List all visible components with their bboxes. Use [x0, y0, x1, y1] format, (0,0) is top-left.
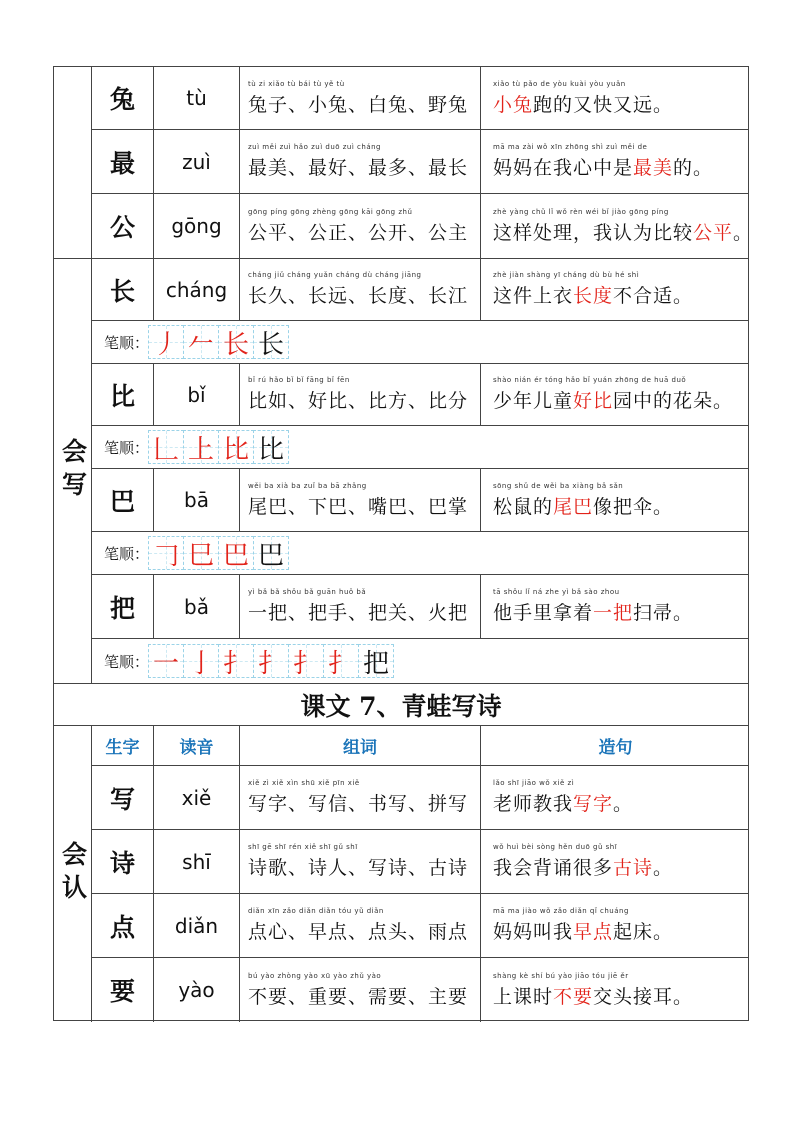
words-cell	[240, 130, 481, 193]
sentence-post: 像把伞。	[593, 495, 674, 518]
sentence-cell	[481, 575, 750, 638]
sentence-cell	[481, 830, 750, 893]
sentence-cell	[481, 894, 750, 957]
words-pinyin: yì bǎ bǎ shǒu bǎ guān huǒ bǎ	[248, 588, 367, 596]
sentence-pinyin: zhè yàng chǔ lǐ wǒ rèn wéi bǐ jiào gōng píng	[493, 207, 669, 216]
words-pinyin: shī gē shī rén xiě shī gǔ shī	[248, 843, 358, 851]
sentence-text	[493, 982, 693, 1009]
category-read	[54, 726, 92, 1022]
stroke-step-glyph: 长	[223, 329, 250, 360]
stroke-step-glyph: 丿	[153, 329, 180, 360]
sentence-pinyin: lǎo shī jiāo wǒ xiě zì	[493, 779, 575, 787]
reading-cell: tù	[154, 67, 240, 129]
reading-cell: gōng	[154, 194, 240, 258]
sentence-cell	[481, 259, 750, 320]
words-cell	[240, 259, 481, 320]
stroke-step	[183, 430, 219, 464]
stroke-step-glyph: 扌	[328, 648, 355, 679]
sentence-highlight: 小兔	[493, 93, 534, 116]
stroke-order-label: 笔顺：	[104, 333, 150, 352]
sentence-pinyin: mā ma zài wǒ xīn zhōng shì zuì měi de	[493, 143, 648, 151]
words-cell	[240, 766, 481, 829]
char-row	[92, 766, 748, 830]
sentence-cell	[481, 766, 750, 829]
char-row	[92, 469, 748, 532]
stroke-step-glyph: 巴	[223, 540, 250, 571]
words-cell	[240, 894, 481, 957]
sentence-highlight: 早点	[573, 921, 614, 943]
reading-cell: diǎn	[154, 894, 240, 957]
stroke-step	[218, 430, 254, 464]
reading-cell: shī	[154, 830, 240, 893]
stroke-order-row	[92, 532, 748, 575]
sentence-text	[493, 789, 633, 816]
stroke-step	[183, 325, 219, 359]
sentence-post: 。	[733, 221, 754, 244]
words-pinyin: bǐ rú hǎo bǐ bǐ fāng bǐ fēn	[248, 376, 350, 384]
stroke-step	[218, 644, 254, 678]
words-cell	[240, 958, 481, 1022]
sentence-pre: 他手里拿着	[493, 602, 594, 624]
stroke-step	[253, 536, 289, 570]
char-cell: 要	[92, 958, 154, 1022]
stroke-step-glyph: 𠃊	[153, 434, 180, 465]
char-cell: 公	[92, 194, 154, 258]
category-write	[54, 259, 92, 684]
char-cell: 诗	[92, 830, 154, 893]
words-text: 尾巴、下巴、嘴巴、巴掌	[248, 495, 469, 518]
words-text: 兔子、小兔、白兔、野兔	[248, 93, 469, 116]
sentence-pre: 少年儿童	[493, 390, 574, 412]
sentence-pinyin: sōng shǔ de wěi ba xiàng bǎ sǎn	[493, 481, 624, 490]
sentence-post: 跑的又快又远。	[533, 93, 674, 116]
sentence-cell	[481, 958, 750, 1022]
words-pinyin: tù zi xiǎo tù bái tù yě tù	[248, 79, 345, 88]
words-text: 长久、长远、长度、长江	[248, 285, 469, 307]
char-row	[92, 830, 748, 894]
sentence-post: 起床。	[613, 921, 674, 943]
sentence-cell	[481, 130, 750, 193]
sentence-cell	[481, 364, 750, 425]
stroke-step-glyph: 比	[223, 434, 250, 465]
sentence-text	[493, 598, 693, 625]
stroke-step-glyph: 一	[153, 648, 180, 679]
words-cell	[240, 67, 481, 129]
stroke-step	[183, 644, 219, 678]
stroke-step	[148, 644, 184, 678]
sentence-highlight: 公平	[693, 221, 734, 244]
words-cell	[240, 830, 481, 893]
sentence-pinyin: shào nián ér tóng hǎo bǐ yuán zhōng de huā duǒ	[493, 376, 687, 384]
words-pinyin: bú yào zhòng yào xū yào zhǔ yào	[248, 971, 382, 980]
char-row	[92, 894, 748, 958]
words-pinyin: diǎn xīn zǎo diǎn diǎn tóu yǔ diǎn	[248, 907, 384, 915]
stroke-step-glyph: 长	[258, 329, 285, 360]
stroke-order-label: 笔顺：	[104, 438, 150, 457]
sentence-highlight: 最美	[633, 157, 674, 179]
char-cell: 长	[92, 259, 154, 320]
words-cell	[240, 469, 481, 531]
category-write-label: 会写	[58, 438, 88, 504]
char-cell: 点	[92, 894, 154, 957]
char-row	[92, 259, 748, 321]
sentence-text	[493, 853, 673, 880]
sentence-highlight: 好比	[573, 390, 614, 412]
stroke-order-label: 笔顺：	[104, 544, 150, 563]
stroke-step	[148, 430, 184, 464]
sentence-text	[493, 218, 753, 245]
stroke-step-glyph: 巳	[188, 540, 215, 571]
words-pinyin: cháng jiǔ cháng yuǎn cháng dù cháng jiāng	[248, 271, 422, 279]
sentence-highlight: 一把	[593, 602, 634, 624]
stroke-step-glyph: 上	[188, 434, 215, 465]
sentence-text	[493, 90, 673, 117]
words-text: 比如、好比、比方、比分	[248, 390, 469, 412]
header-sentence: 造句	[598, 738, 633, 758]
reading-cell: zuì	[154, 130, 240, 193]
reading-cell: bǐ	[154, 364, 240, 425]
words-cell	[240, 194, 481, 258]
sentence-pre: 这件上衣	[493, 285, 574, 307]
words-cell	[240, 364, 481, 425]
stroke-step	[253, 325, 289, 359]
char-row	[92, 364, 748, 426]
stroke-step	[148, 536, 184, 570]
sentence-pre: 我会背诵很多	[493, 857, 614, 879]
char-row	[92, 130, 748, 194]
char-row	[92, 194, 754, 259]
sentence-pinyin: wǒ huì bèi sòng hěn duō gǔ shī	[493, 843, 618, 851]
sentence-highlight: 尾巴	[553, 495, 594, 518]
sentence-pre: 老师教我	[493, 793, 574, 815]
words-text: 点心、早点、点头、雨点	[248, 921, 469, 943]
stroke-step-glyph: 𠃌	[153, 540, 180, 571]
char-row	[92, 958, 748, 1022]
char-row	[92, 575, 748, 639]
stroke-step	[148, 325, 184, 359]
char-cell: 兔	[92, 67, 154, 129]
category-blank	[54, 67, 92, 259]
reading-cell: bā	[154, 469, 240, 531]
sentence-pre: 上课时	[493, 985, 554, 1008]
sentence-post: 不合适。	[613, 285, 694, 307]
words-text: 最美、最好、最多、最长	[248, 157, 469, 179]
char-cell: 最	[92, 130, 154, 193]
header-words: 组词	[240, 726, 481, 765]
header-char: 生字	[92, 726, 154, 765]
sentence-text	[493, 386, 733, 413]
sentence-post: 。	[653, 857, 674, 879]
stroke-step-glyph: 亅	[188, 648, 215, 679]
stroke-step-glyph: 扌	[258, 648, 285, 679]
sentence-cell	[481, 469, 750, 531]
sentence-text	[493, 492, 673, 519]
sentence-highlight: 长度	[573, 285, 614, 307]
sentence-pinyin: xiǎo tù pǎo de yòu kuài yòu yuǎn	[493, 79, 626, 88]
sentence-pre: 妈妈在我心中是	[493, 157, 634, 179]
stroke-step	[323, 644, 359, 678]
char-cell: 巴	[92, 469, 154, 531]
words-text: 不要、重要、需要、主要	[248, 985, 469, 1008]
sentence-pinyin: mā ma jiào wǒ zǎo diǎn qǐ chuáng	[493, 907, 629, 915]
stroke-step-glyph: 比	[258, 434, 285, 465]
stroke-step	[218, 325, 254, 359]
sentence-cell	[481, 67, 750, 129]
category-read-label: 会认	[58, 841, 88, 907]
sentence-pre: 松鼠的	[493, 495, 554, 518]
stroke-step-glyph: 𠂉	[188, 329, 215, 360]
stroke-step-glyph: 巴	[258, 540, 285, 571]
char-cell: 比	[92, 364, 154, 425]
sentence-highlight: 不要	[553, 985, 594, 1008]
sentence-highlight: 古诗	[613, 857, 654, 879]
words-text: 诗歌、诗人、写诗、古诗	[248, 857, 469, 879]
stroke-step-glyph: 把	[363, 648, 390, 679]
sentence-post: 园中的花朵。	[613, 390, 734, 412]
sentence-text	[493, 281, 693, 308]
column-header-row	[92, 726, 748, 766]
sentence-text	[493, 153, 713, 180]
stroke-step	[183, 536, 219, 570]
sentence-highlight: 写字	[573, 793, 614, 815]
sentence-post: 。	[613, 793, 634, 815]
char-cell: 写	[92, 766, 154, 829]
sentence-pre: 这样处理，我认为比较	[493, 221, 694, 244]
sentence-post: 交头接耳。	[593, 985, 694, 1008]
reading-cell: yào	[154, 958, 240, 1022]
sentence-post: 扫帚。	[633, 602, 694, 624]
sentence-pinyin: shàng kè shí bú yào jiāo tóu jiē ěr	[493, 971, 629, 980]
sentence-cell	[481, 194, 754, 258]
sentence-text	[493, 917, 673, 944]
words-pinyin: zuì měi zuì hǎo zuì duō zuì cháng	[248, 143, 381, 151]
stroke-step-glyph: 扌	[223, 648, 250, 679]
stroke-order-row	[92, 639, 748, 684]
reading-cell: bǎ	[154, 575, 240, 638]
lesson-title	[54, 684, 748, 726]
stroke-step	[253, 430, 289, 464]
stroke-order-row	[92, 321, 748, 364]
stroke-order-label: 笔顺：	[104, 652, 150, 671]
words-cell	[240, 575, 481, 638]
header-reading: 读音	[154, 726, 240, 765]
stroke-step	[218, 536, 254, 570]
stroke-order-row	[92, 426, 748, 469]
words-pinyin: xiě zì xiě xìn shū xiě pīn xiě	[248, 779, 360, 787]
stroke-step	[253, 644, 289, 678]
stroke-step	[358, 644, 394, 678]
reading-cell: cháng	[154, 259, 240, 320]
words-text: 写字、写信、书写、拼写	[248, 793, 469, 815]
stroke-step-glyph: 扌	[293, 648, 320, 679]
sentence-pre: 妈妈叫我	[493, 921, 574, 943]
reading-cell: xiě	[154, 766, 240, 829]
words-text: 公平、公正、公开、公主	[248, 221, 469, 244]
sentence-pinyin: tā shǒu lǐ ná zhe yì bǎ sào zhou	[493, 588, 620, 596]
words-pinyin: wěi ba xià ba zuǐ ba bā zhǎng	[248, 481, 367, 490]
words-pinyin: gōng píng gōng zhèng gōng kāi gōng zhǔ	[248, 207, 413, 216]
lesson-title-text: 课文 7、青蛙写诗	[300, 691, 502, 721]
worksheet-table	[53, 66, 754, 1021]
char-cell: 把	[92, 575, 154, 638]
sentence-pinyin: zhè jiàn shàng yī cháng dù bù hé shì	[493, 271, 640, 279]
char-row	[92, 67, 748, 130]
words-text: 一把、把手、把关、火把	[248, 602, 469, 624]
stroke-step	[288, 644, 324, 678]
sentence-post: 的。	[673, 157, 714, 179]
